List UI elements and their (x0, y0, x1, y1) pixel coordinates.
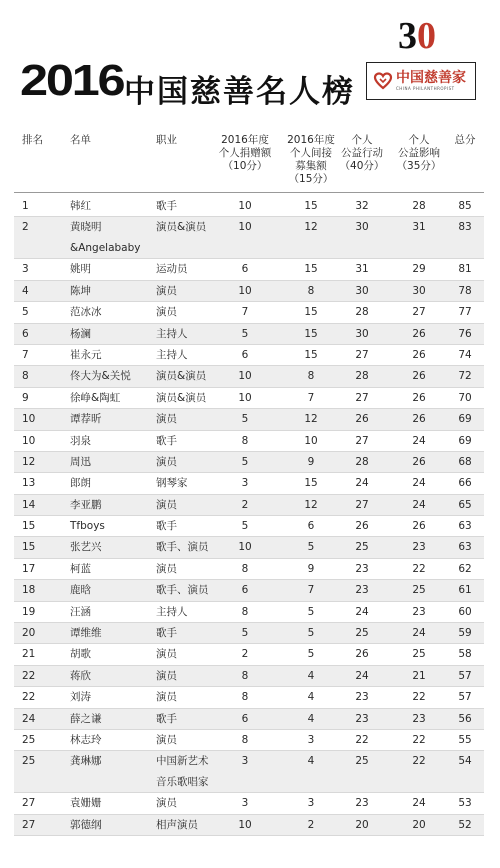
cell-donation: 8 (241, 733, 249, 746)
cell-influence: 23 (412, 605, 426, 618)
table-row (14, 324, 484, 345)
column-header-total: 总分 (454, 134, 476, 146)
cell-total: 53 (458, 797, 472, 810)
cell-rank: 25 (22, 733, 36, 746)
cell-influence: 26 (412, 348, 426, 361)
cell-job: 演员 (156, 306, 177, 319)
cell-action: 23 (355, 562, 369, 575)
cell-rank: 18 (22, 584, 36, 597)
column-header-donation-line: 个人捐赠额 (218, 147, 272, 159)
cell-action: 24 (355, 669, 369, 682)
table-row (14, 793, 484, 814)
cell-rank: 21 (22, 648, 36, 661)
cell-indirect: 4 (307, 669, 315, 682)
cell-job: 歌手、演员 (156, 584, 209, 597)
cell-job: 歌手、演员 (156, 541, 209, 554)
cell-name: 柯蓝 (70, 562, 91, 575)
cell-name: 胡歌 (70, 648, 91, 661)
cell-donation: 5 (241, 413, 249, 426)
cell-job: 运动员 (156, 263, 188, 276)
cell-job: 演员 (156, 691, 177, 704)
table-row (14, 431, 484, 452)
cell-donation: 3 (241, 755, 249, 768)
cell-rank: 27 (22, 818, 36, 831)
cell-rank: 7 (22, 348, 29, 361)
cell-action: 30 (355, 284, 369, 297)
cell-job: 歌手 (156, 434, 177, 447)
cell-name: 张艺兴 (70, 541, 102, 554)
cell-donation: 10 (238, 370, 252, 383)
cell-indirect: 9 (307, 562, 315, 575)
cell-action: 27 (355, 434, 369, 447)
cell-job: 演员 (156, 733, 177, 746)
cell-name: 刘涛 (70, 691, 91, 704)
cell-indirect: 9 (307, 455, 315, 468)
cell-job: 演员 (156, 648, 177, 661)
cell-donation: 3 (241, 477, 249, 490)
cell-name: 姚明 (70, 263, 91, 276)
cell-action: 30 (355, 327, 369, 340)
cell-donation: 10 (238, 818, 252, 831)
table-row (14, 196, 484, 217)
cell-donation: 5 (241, 455, 249, 468)
cell-donation: 10 (238, 284, 252, 297)
cell-influence: 30 (412, 284, 426, 297)
cell-total: 74 (458, 348, 472, 361)
cell-job: 演员&演员 (156, 391, 207, 404)
cell-indirect: 3 (307, 733, 315, 746)
cell-job: 歌手 (156, 712, 177, 725)
table-row (14, 730, 484, 751)
cell-donation: 2 (241, 498, 249, 511)
cell-action: 28 (355, 370, 369, 383)
cell-action: 23 (355, 712, 369, 725)
cell-total: 66 (458, 477, 472, 490)
cell-indirect: 5 (307, 541, 315, 554)
cell-action: 27 (355, 498, 369, 511)
table-row (14, 366, 484, 387)
cell-influence: 22 (412, 562, 426, 575)
cell-action: 32 (355, 200, 369, 212)
cell-indirect: 7 (307, 391, 315, 404)
cell-action: 23 (355, 797, 369, 810)
column-header-influence-line: 个人 (408, 134, 430, 146)
table-row (14, 302, 484, 323)
cell-name: 杨澜 (70, 327, 91, 340)
cell-rank: 10 (22, 413, 36, 426)
table-row (14, 644, 484, 665)
cell-rank: 25 (22, 755, 36, 768)
cell-job: 相声演员 (156, 818, 198, 831)
cell-donation: 8 (241, 691, 249, 704)
cell-name: 羽泉 (70, 434, 91, 447)
cell-influence: 24 (412, 434, 426, 447)
cell-influence: 24 (412, 627, 426, 640)
cell-job: 演员 (156, 413, 177, 426)
cell-indirect: 5 (307, 605, 315, 618)
cell-influence: 29 (412, 263, 426, 276)
cell-donation: 8 (241, 669, 249, 682)
cell-influence: 28 (412, 200, 426, 212)
cell-name: 龚琳娜 (70, 755, 102, 768)
cell-action: 27 (355, 391, 369, 404)
cell-job-line2: 音乐歌唱家 (156, 776, 209, 789)
cell-donation: 10 (238, 221, 252, 234)
cell-influence: 22 (412, 755, 426, 768)
cell-name-line2: &Angelababy (70, 242, 141, 255)
cell-indirect: 12 (304, 221, 318, 234)
cell-indirect: 12 (304, 498, 318, 511)
cell-indirect: 4 (307, 712, 315, 725)
cell-name: 周迅 (70, 455, 91, 468)
cell-name: 李亚鹏 (70, 498, 102, 511)
table-row (14, 537, 484, 558)
column-header-donation-line: （10分） (222, 160, 268, 172)
table-row (14, 452, 484, 473)
cell-action: 26 (355, 520, 369, 533)
cell-total: 81 (458, 263, 472, 276)
page-header (0, 0, 500, 124)
column-header-indirect-line: 2016年度 (287, 134, 335, 146)
cell-name: 袁姗姗 (70, 797, 102, 810)
cell-rank: 17 (22, 562, 36, 575)
cell-donation: 10 (238, 391, 252, 404)
cell-name: 鹿晗 (70, 584, 91, 597)
cell-rank: 8 (22, 370, 29, 383)
table-row (14, 687, 484, 708)
table-row (14, 580, 484, 601)
cell-action: 24 (355, 605, 369, 618)
table-row (14, 259, 484, 280)
column-header-indirect (280, 134, 342, 186)
cell-influence: 22 (412, 691, 426, 704)
cell-indirect: 5 (307, 627, 315, 640)
cell-donation: 8 (241, 605, 249, 618)
cell-rank: 10 (22, 434, 36, 447)
cell-job: 演员 (156, 669, 177, 682)
cell-action: 25 (355, 755, 369, 768)
cell-rank: 2 (22, 221, 29, 234)
cell-total: 61 (458, 584, 472, 597)
cell-job: 演员 (156, 498, 177, 511)
cell-job: 歌手 (156, 627, 177, 640)
table-row (14, 666, 484, 687)
column-header-influence (392, 134, 446, 173)
column-header-influence-line: （35分） (396, 160, 442, 172)
cell-influence: 26 (412, 391, 426, 404)
cell-donation: 10 (238, 541, 252, 554)
cell-job: 主持人 (156, 327, 188, 340)
cell-indirect: 15 (304, 327, 318, 340)
cell-influence: 24 (412, 477, 426, 490)
cell-action: 23 (355, 584, 369, 597)
cell-action: 26 (355, 648, 369, 661)
cell-action: 30 (355, 221, 369, 234)
cell-influence: 27 (412, 306, 426, 319)
cell-influence: 31 (412, 221, 426, 234)
cell-rank: 14 (22, 498, 36, 511)
cell-name: 徐峥&陶虹 (70, 391, 121, 404)
cell-action: 31 (355, 263, 369, 276)
cell-rank: 9 (22, 391, 29, 404)
table-row (14, 217, 484, 259)
cell-job: 钢琴家 (156, 477, 188, 490)
cell-total: 77 (458, 306, 472, 319)
cell-influence: 26 (412, 370, 426, 383)
cell-influence: 25 (412, 584, 426, 597)
cell-job: 演员&演员 (156, 221, 207, 234)
cell-rank: 19 (22, 605, 36, 618)
cell-total: 63 (458, 520, 472, 533)
cell-rank: 3 (22, 263, 29, 276)
ranking-table-body (14, 196, 484, 836)
cell-indirect: 12 (304, 413, 318, 426)
brand-logo (366, 62, 476, 100)
table-row (14, 409, 484, 430)
cell-name: Tfboys (70, 520, 105, 533)
cell-rank: 15 (22, 541, 36, 554)
badge-digit-1: 3 (398, 15, 417, 57)
table-row (14, 602, 484, 623)
table-row (14, 559, 484, 580)
cell-name: 谭荐昕 (70, 413, 102, 426)
table-row (14, 751, 484, 793)
cell-job: 演员&演员 (156, 370, 207, 383)
cell-donation: 7 (241, 306, 249, 319)
column-header-influence-line: 公益影响 (398, 147, 440, 159)
cell-total: 56 (458, 712, 472, 725)
cell-donation: 6 (241, 584, 249, 597)
column-header-donation-line: 2016年度 (221, 134, 269, 146)
cell-job: 演员 (156, 284, 177, 297)
cell-rank: 27 (22, 797, 36, 810)
cell-influence: 23 (412, 541, 426, 554)
table-row (14, 281, 484, 302)
cell-indirect: 15 (304, 263, 318, 276)
cell-total: 55 (458, 733, 472, 746)
column-header-indirect-line: 个人间接 (290, 147, 332, 159)
cell-total: 58 (458, 648, 472, 661)
cell-name: 汪涵 (70, 605, 91, 618)
cell-indirect: 3 (307, 797, 315, 810)
column-header-indirect-line: 募集额 (295, 160, 327, 172)
cell-donation: 2 (241, 648, 249, 661)
cell-total: 70 (458, 391, 472, 404)
cell-indirect: 15 (304, 200, 318, 212)
cell-influence: 26 (412, 455, 426, 468)
table-header (14, 130, 484, 190)
column-header-action (336, 134, 388, 173)
cell-indirect: 5 (307, 648, 315, 661)
cell-name: 范冰冰 (70, 306, 102, 319)
cell-donation: 3 (241, 797, 249, 810)
cell-rank: 24 (22, 712, 36, 725)
cell-total: 65 (458, 498, 472, 511)
cell-action: 28 (355, 455, 369, 468)
cell-name: 郎朗 (70, 477, 91, 490)
cell-influence: 26 (412, 327, 426, 340)
cell-name: 陈坤 (70, 284, 91, 297)
cell-donation: 8 (241, 434, 249, 447)
cell-job: 主持人 (156, 605, 188, 618)
cell-total: 57 (458, 691, 472, 704)
cell-rank: 6 (22, 327, 29, 340)
cell-indirect: 6 (307, 520, 315, 533)
cell-donation: 6 (241, 712, 249, 725)
logo-cn: 中国慈善家 (396, 70, 466, 86)
column-header-action-line: （40分） (339, 160, 385, 172)
cell-influence: 24 (412, 797, 426, 810)
cell-total: 63 (458, 541, 472, 554)
cell-influence: 26 (412, 520, 426, 533)
logo-en: CHINA PHILANTHROPIST (396, 86, 455, 91)
cell-name: 黄晓明 (70, 221, 102, 234)
cell-total: 85 (458, 200, 472, 212)
cell-rank: 22 (22, 691, 36, 704)
cell-indirect: 8 (307, 284, 315, 297)
cell-indirect: 15 (304, 348, 318, 361)
cell-rank: 22 (22, 669, 36, 682)
column-header-action-line: 公益行动 (341, 147, 383, 159)
anniversary-badge (398, 14, 436, 58)
cell-rank: 13 (22, 477, 36, 490)
cell-total: 78 (458, 284, 472, 297)
cell-job: 演员 (156, 562, 177, 575)
table-row (14, 709, 484, 730)
header-divider (14, 192, 484, 193)
cell-action: 24 (355, 477, 369, 490)
cell-rank: 4 (22, 284, 29, 297)
cell-indirect: 10 (304, 434, 318, 447)
cell-rank: 20 (22, 627, 36, 640)
cell-total: 60 (458, 605, 472, 618)
cell-job: 演员 (156, 797, 177, 810)
table-row (14, 623, 484, 644)
cell-total: 83 (458, 221, 472, 234)
cell-donation: 8 (241, 562, 249, 575)
cell-name: 薛之谦 (70, 712, 102, 725)
cell-rank: 15 (22, 520, 36, 533)
cell-indirect: 4 (307, 755, 315, 768)
cell-rank: 12 (22, 455, 36, 468)
cell-total: 68 (458, 455, 472, 468)
column-header-rank: 排名 (22, 134, 43, 146)
cell-indirect: 15 (304, 477, 318, 490)
cell-donation: 5 (241, 627, 249, 640)
cell-rank: 1 (22, 200, 29, 212)
cell-total: 69 (458, 413, 472, 426)
cell-total: 72 (458, 370, 472, 383)
cell-name: 蒋欣 (70, 669, 91, 682)
column-header-indirect-line: （15分） (288, 173, 334, 185)
cell-indirect: 2 (307, 818, 315, 831)
cell-job: 中国新艺术 (156, 755, 209, 768)
cell-action: 27 (355, 348, 369, 361)
column-header-donation (214, 134, 276, 173)
table-row (14, 388, 484, 409)
cell-donation: 5 (241, 327, 249, 340)
cell-name: 佟大为&关悦 (70, 370, 131, 383)
cell-indirect: 4 (307, 691, 315, 704)
badge-digit-2: 0 (417, 15, 436, 57)
cell-action: 28 (355, 306, 369, 319)
cell-name: 韩红 (70, 200, 91, 212)
cell-action: 26 (355, 413, 369, 426)
cell-total: 76 (458, 327, 472, 340)
cell-name: 崔永元 (70, 348, 102, 361)
cell-influence: 22 (412, 733, 426, 746)
cell-job: 歌手 (156, 200, 177, 212)
table-row (14, 345, 484, 366)
cell-total: 52 (458, 818, 472, 831)
cell-name: 林志玲 (70, 733, 102, 746)
table-row (14, 815, 484, 836)
cell-job: 歌手 (156, 520, 177, 533)
table-row (14, 516, 484, 537)
logo-text (396, 70, 466, 92)
cell-total: 59 (458, 627, 472, 640)
column-header-action-line: 个人 (351, 134, 373, 146)
cell-name: 郭德纲 (70, 818, 102, 831)
cell-influence: 25 (412, 648, 426, 661)
cell-action: 22 (355, 733, 369, 746)
cell-total: 54 (458, 755, 472, 768)
cell-donation: 6 (241, 263, 249, 276)
cell-rank: 5 (22, 306, 29, 319)
cell-action: 23 (355, 691, 369, 704)
cell-influence: 26 (412, 413, 426, 426)
table-row (14, 473, 484, 494)
cell-indirect: 7 (307, 584, 315, 597)
cell-donation: 5 (241, 520, 249, 533)
year-heading: 2016 (20, 56, 124, 105)
cell-indirect: 15 (304, 306, 318, 319)
cell-action: 20 (355, 818, 369, 831)
cell-name: 谭维维 (70, 627, 102, 640)
cell-influence: 24 (412, 498, 426, 511)
column-header-job: 职业 (156, 134, 177, 146)
table-row (14, 495, 484, 516)
cell-action: 25 (355, 627, 369, 640)
cell-donation: 6 (241, 348, 249, 361)
cell-job: 演员 (156, 455, 177, 468)
cell-total: 57 (458, 669, 472, 682)
cell-action: 25 (355, 541, 369, 554)
heart-logo-icon (373, 71, 393, 91)
page-title: 中国慈善名人榜 (124, 74, 355, 110)
cell-influence: 20 (412, 818, 426, 831)
cell-influence: 23 (412, 712, 426, 725)
cell-total: 62 (458, 562, 472, 575)
cell-total: 69 (458, 434, 472, 447)
cell-indirect: 8 (307, 370, 315, 383)
cell-influence: 21 (412, 669, 426, 682)
cell-donation: 10 (238, 200, 252, 212)
cell-job: 主持人 (156, 348, 188, 361)
column-header-name: 名单 (70, 134, 91, 146)
